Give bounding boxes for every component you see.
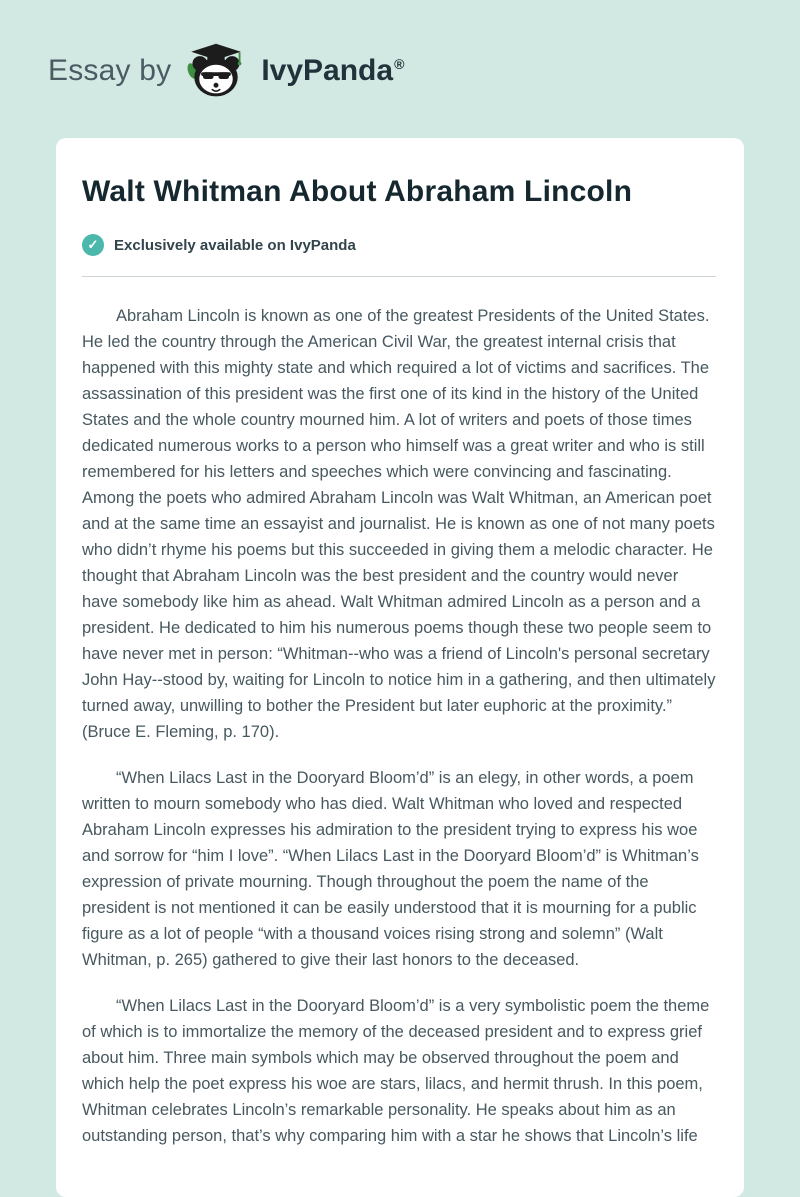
essay-body bbox=[82, 303, 716, 1149]
essay-by-label: Essay by bbox=[48, 54, 172, 87]
check-icon: ✓ bbox=[82, 234, 104, 256]
availability-note: Exclusively available on IvyPanda bbox=[114, 236, 356, 254]
brand-text: IvyPanda bbox=[261, 54, 394, 87]
divider bbox=[82, 276, 716, 277]
page-header bbox=[0, 0, 800, 100]
essay-card bbox=[56, 138, 744, 1197]
availability-row bbox=[82, 234, 716, 256]
registered-mark: ® bbox=[394, 56, 405, 72]
page-title: Walt Whitman About Abraham Lincoln bbox=[82, 175, 633, 208]
essay-paragraph-2: “When Lilacs Last in the Dooryard Bloom’d” is an elegy, in other words, a poem written to mourn somebody who has died. Walt Whitman who loved and respected Abraham Lincoln expresses his admiration to the president trying to express his woe and sorrow for “him I love”. “When Lilacs Last in the Dooryard Bloom’d” is Whitman’s expression of private mourning. Though throughout the poem the name of the president is not mentioned it can be easily understood that it is mourning for a public figure as a lot of people “with a thousand voices rising strong and solemn” (Walt Whitman, p. 265) gathered to give their last honors to the deceased. bbox=[82, 769, 699, 969]
essay-paragraph-3: “When Lilacs Last in the Dooryard Bloom’d” is a very symbolistic poem the theme of which is to immortalize the memory of the deceased president and to express grief about him. Three main symbols which may be observed throughout the poem and which help the poet express his woe are stars, lilacs, and hermit thrush. In this poem, Whitman celebrates Lincoln’s remarkable personality. He speaks about him as an outstanding person, that’s why comparing him with a star he shows that Lincoln’s life bbox=[82, 997, 710, 1145]
brand-name bbox=[261, 54, 404, 88]
ivypanda-panda-logo-icon bbox=[185, 42, 247, 100]
essay-paragraph-1: Abraham Lincoln is known as one of the greatest Presidents of the United States. He led the country through the American Civil War, the greatest internal crisis that happened with this mighty state and which required a lot of victims and sacrifices. The assassination of this president was the first one of its kind in the history of the United States and the whole country mourned him. A lot of writers and poets of those times dedicated numerous works to a person who himself was a great writer and who is still remembered for his letters and speeches which were convincing and fascinating. Among the poets who admired Abraham Lincoln was Walt Whitman, an American poet and at the same time an essayist and journalist. He is known as one of not many poets who didn’t rhyme his poems but this succeeded in giving them a melodic character. He thought that Abraham Lincoln was the best president and the country would never have somebody like him as ahead. Walt Whitman admired Lincoln as a person and a president. He dedicated to him his numerous poems though these two people seem to have never met in person: “Whitman--who was a friend of Lincoln's personal secretary John Hay--stood by, waiting for Lincoln to notice him in a gathering, and then ultimately turned away, unwilling to bother the President but later euphoric at the proximity.” (Bruce E. Fleming, p. 170). bbox=[82, 307, 716, 741]
